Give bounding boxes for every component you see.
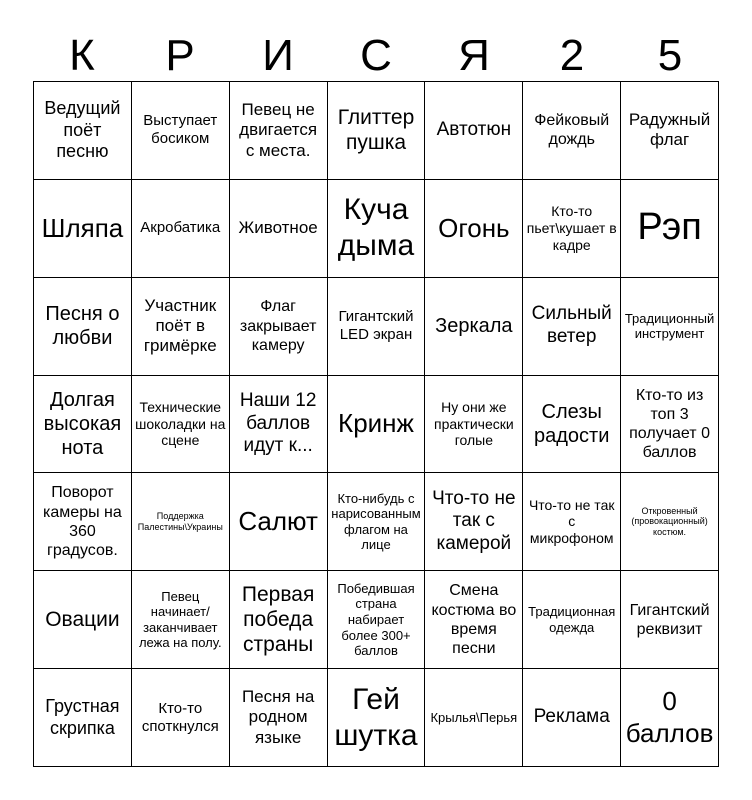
bingo-cell: Шляпа	[34, 180, 132, 278]
bingo-cell: Кто-то споткнулся	[132, 669, 230, 767]
bingo-cell: Выступает босиком	[132, 82, 230, 180]
bingo-cell: Кто-то из топ 3 получает 0 баллов	[621, 376, 719, 474]
bingo-cell: Поворот камеры на 360 градусов.	[34, 473, 132, 571]
bingo-cell: Что-то не так с микрофоном	[523, 473, 621, 571]
title-letter: Я	[458, 31, 490, 80]
bingo-cell: Ну они же практически голые	[425, 376, 523, 474]
bingo-cell: Смена костюма во время песни	[425, 571, 523, 669]
bingo-cell: Ведущий поёт песню	[34, 82, 132, 180]
bingo-cell: Поддержка Палестины\Украины	[132, 473, 230, 571]
title-letter: С	[360, 31, 392, 80]
bingo-cell: Глиттер пушка	[328, 82, 426, 180]
bingo-cell: Что-то не так с камерой	[425, 473, 523, 571]
bingo-cell: Технические шоколадки на сцене	[132, 376, 230, 474]
bingo-cell: Песня о любви	[34, 278, 132, 376]
bingo-cell: Радужный флаг	[621, 82, 719, 180]
bingo-cell: Участник поёт в гримёрке	[132, 278, 230, 376]
bingo-cell: Огонь	[425, 180, 523, 278]
bingo-cell: Салют	[230, 473, 328, 571]
bingo-cell: Куча дыма	[328, 180, 426, 278]
bingo-cell: Кто-нибудь с нарисованным флагом на лице	[328, 473, 426, 571]
bingo-cell: Крылья\Перья	[425, 669, 523, 767]
bingo-cell: Кто-то пьет\кушает в кадре	[523, 180, 621, 278]
bingo-cell: Долгая высокая нота	[34, 376, 132, 474]
bingo-cell: Первая победа страны	[230, 571, 328, 669]
title-letter: Р	[165, 31, 195, 80]
bingo-cell: Реклама	[523, 669, 621, 767]
bingo-cell: 0 баллов	[621, 669, 719, 767]
bingo-cell: Сильный ветер	[523, 278, 621, 376]
bingo-title	[33, 30, 719, 82]
bingo-cell: Слезы радости	[523, 376, 621, 474]
bingo-cell: Наши 12 баллов идут к...	[230, 376, 328, 474]
bingo-grid	[33, 81, 719, 767]
bingo-cell: Кринж	[328, 376, 426, 474]
bingo-cell: Певец начинает/заканчивает лежа на полу.	[132, 571, 230, 669]
bingo-cell: Песня на родном языке	[230, 669, 328, 767]
bingo-cell: Автотюн	[425, 82, 523, 180]
bingo-cell: Акробатика	[132, 180, 230, 278]
bingo-cell: Рэп	[621, 180, 719, 278]
bingo-cell: Победившая страна набирает более 300+ баллов	[328, 571, 426, 669]
bingo-cell: Гей шутка	[328, 669, 426, 767]
bingo-cell: Животное	[230, 180, 328, 278]
title-letter: К	[69, 31, 95, 80]
title-letter: 2	[559, 31, 585, 80]
bingo-cell: Певец не двигается с места.	[230, 82, 328, 180]
bingo-cell: Грустная скрипка	[34, 669, 132, 767]
bingo-cell: Зеркала	[425, 278, 523, 376]
bingo-cell: Традиционная одежда	[523, 571, 621, 669]
bingo-cell: Традиционный инструмент	[621, 278, 719, 376]
bingo-cell: Флаг закрывает камеру	[230, 278, 328, 376]
bingo-cell: Гигантский реквизит	[621, 571, 719, 669]
bingo-cell: Гигантский LED экран	[328, 278, 426, 376]
title-letter: И	[262, 31, 294, 80]
bingo-cell: Откровенный (провокационный) костюм.	[621, 473, 719, 571]
title-letter: 5	[657, 31, 683, 80]
bingo-cell: Фейковый дождь	[523, 82, 621, 180]
bingo-cell: Овации	[34, 571, 132, 669]
